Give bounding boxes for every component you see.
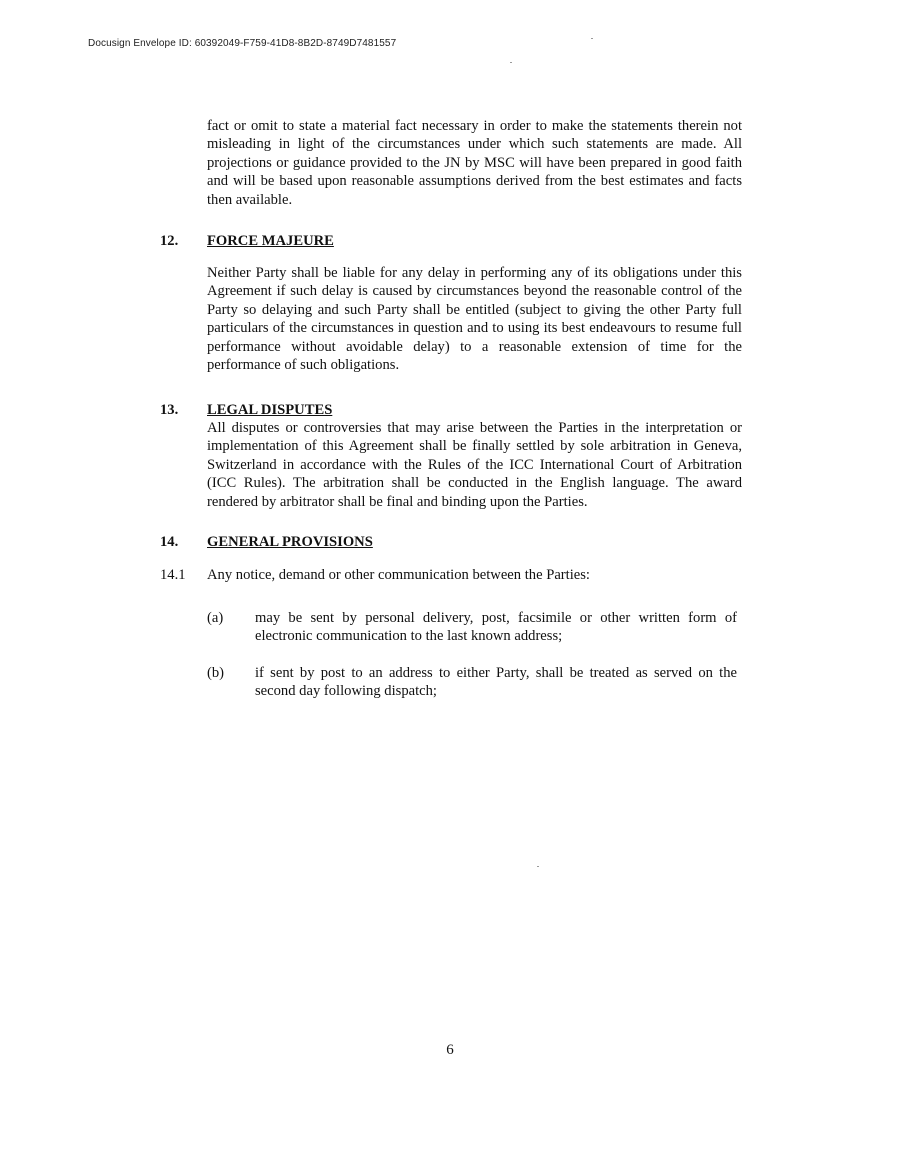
list-item-b-text: if sent by post to an address to either Party, shall be treated as served on the second day following dispatch; [255,665,737,700]
list-item-a-text: may be sent by personal delivery, post, facsimile or other written form of electronic communication to the last known address; [255,610,737,645]
section-13-number: 13. [160,402,179,418]
scan-speck [510,62,512,63]
clause-14-1-number: 14.1 [160,567,186,583]
scan-speck [591,38,593,39]
page-number: 6 [446,1042,454,1058]
section-12-number: 12. [160,233,179,249]
docusign-envelope-id: Docusign Envelope ID: 60392049-F759-41D8-8B2D-8749D7481557 [88,38,397,49]
list-item-a-label: (a) [207,610,224,626]
section-12-body: Neither Party shall be liable for any delay in performing any of its obligations under this Agreement if such delay is caused by circumstances beyond the reasonable control of the Party so delaying and such Party shall be entitled (subject to giving the other Party full particulars of the circumstances in question and to using its best endeavours to resume full performance without avoidable delay) to a reasonable extension of time for the performance of such obligations. [207,265,742,374]
section-14-title: GENERAL PROVISIONS [207,534,373,550]
intro-paragraph: fact or omit to state a material fact necessary in order to make the statements therein not misleading in light of the circumstances under which such statements are made. All projections or guidance provided to the JN by MSC will have been prepared in good faith and will be based upon reasonable assumptions derived from the best estimates and facts then available. [207,118,742,208]
section-14-number: 14. [160,534,179,550]
section-13-title: LEGAL DISPUTES [207,402,333,418]
list-item-b-label: (b) [207,665,225,681]
clause-14-1-text: Any notice, demand or other communication between the Parties: [207,567,590,583]
section-12-title: FORCE MAJEURE [207,233,334,249]
scan-speck [537,866,539,867]
section-13-body: All disputes or controversies that may arise between the Parties in the interpretation or implementation of this Agreement shall be finally settled by sole arbitration in Geneva, Switzerland in accordance with the Rules of the ICC International Court of Arbitration (ICC Rules). The arbitration shall be conducted in the English language. The award rendered by arbitrator shall be final and binding upon the Parties. [207,420,742,510]
